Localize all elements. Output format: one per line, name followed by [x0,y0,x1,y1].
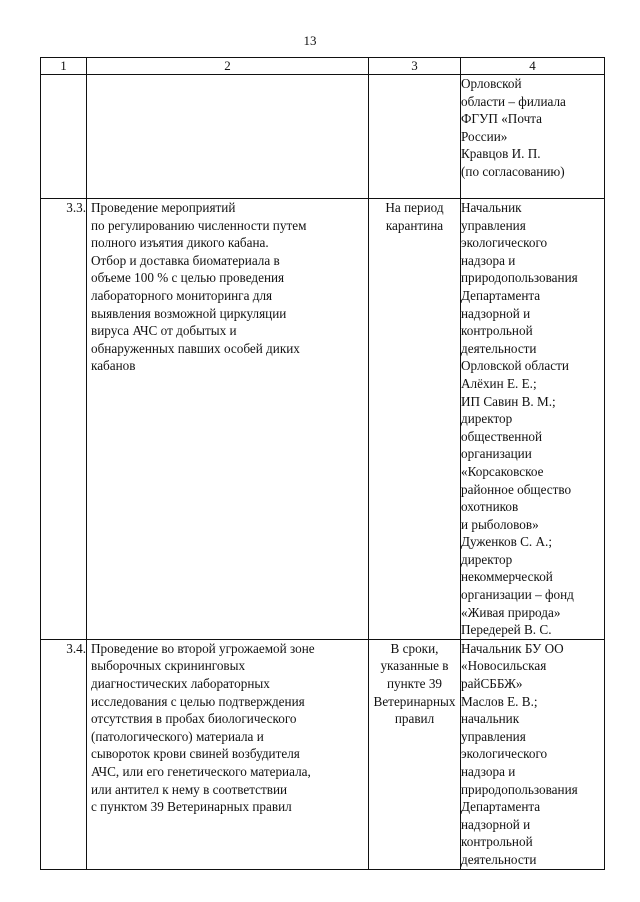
cell-text-line: экологического [461,235,548,251]
cell-text-line: вируса АЧС от добытых и [91,323,237,339]
cell-text-line: полного изъятия дикого кабана. [91,235,269,251]
cell-responsible [461,75,605,199]
cell-text-line: Маслов Е. В.; [461,693,538,709]
cell-text-line: Алёхин Е. Е.; [461,375,537,391]
cell-text-line: Кравцов И. П. [461,146,541,162]
cell-text-line: Передерей В. С. [461,622,552,638]
cell-text-line: районное общество [461,481,572,497]
table-row-3-4 [41,639,605,869]
cell-text-line: деятельности [461,851,537,867]
cell-text-line: по регулированию численности путем [91,217,307,233]
column-header-3: 3 [369,58,461,75]
cell-text-line: диагностических лабораторных [91,676,270,692]
cell-text-line: контрольной [461,834,533,850]
cell-responsible [461,639,605,869]
cell-text-line: Дуженков С. А.; [461,534,552,550]
cell-text-line: правил [394,711,435,727]
cell-text-line: директор [461,551,513,567]
cell-text-line: «Живая природа» [461,604,561,620]
cell-text-line: кабанов [91,358,136,374]
cell-text-line: (по согласованию) [461,163,565,179]
column-header-4: 4 [461,58,605,75]
cell-term [369,75,461,199]
cell-text-line: райСББЖ» [461,676,523,692]
cell-text-line: природопользования [461,781,578,797]
cell-text-line: надзорной и [461,305,531,321]
cell-text-line: «Корсаковское [461,463,544,479]
cell-text-line: ИП Савин В. М.; [461,393,556,409]
cell-text-line: сывороток крови свиней возбудителя [91,746,300,762]
measures-table [40,57,605,870]
column-header-1: 1 [41,58,87,75]
cell-text-line: некоммерческой [461,569,553,585]
cell-text-line: 3.3. [66,200,86,215]
cell-text-line: лабораторного мониторинга для [91,287,273,303]
cell-text-line: начальник [461,711,520,727]
cell-text-line: Орловской [461,76,522,91]
page-number: 13 [303,33,317,48]
cell-text-line: охотников [461,499,519,515]
cell-text-line: выборочных скрининговых [91,658,246,674]
cell-text-line: деятельности [461,340,537,356]
cell-responsible [461,199,605,640]
cell-text-line: надзорной и [461,816,531,832]
cell-text-line: указанные в [380,658,449,674]
cell-num [41,199,87,640]
cell-text-line: управления [461,728,526,744]
cell-text-line: с пунктом 39 Ветеринарных правил [91,799,292,815]
cell-text-line: 3.4. [66,640,86,656]
cell-text-line: надзора и [461,764,516,779]
cell-text-line: «Новосильская [461,658,547,674]
cell-text-line: обнаруженных павших особей диких [91,340,300,356]
cell-text-line: организации – фонд [461,587,574,603]
cell-num [41,75,87,199]
cell-text-line: Ветеринарных [373,693,456,709]
table-header-row [41,58,605,75]
column-header-2: 2 [87,58,369,75]
cell-text-line: Департамента [461,287,541,303]
cell-text-line: Проведение во второй угрожаемой зоне [91,640,315,656]
cell-text-line: Орловской области [461,358,569,374]
cell-text-line: объеме 100 % с целью проведения [91,270,285,286]
cell-text-line: Проведение мероприятий [91,200,236,215]
cell-description [87,75,369,199]
cell-text-line: общественной [461,428,543,444]
cell-text-line: На период [385,200,444,215]
cell-text-line: отсутствия в пробах биологического [91,711,297,727]
cell-text-line: ФГУП «Почта [461,111,542,127]
cell-text-line: Начальник БУ ОО [461,640,564,656]
cell-text-line: контрольной [461,323,533,339]
table-row-continuation [41,75,605,199]
cell-text-line: (патологического) материала и [91,728,264,744]
cell-text-line: директор [461,411,513,427]
cell-text-line: карантина [385,217,444,233]
table-row-3-3 [41,199,605,640]
cell-num [41,639,87,869]
cell-text-line: организации [461,446,532,462]
cell-text-line: области – филиала [461,93,566,109]
cell-term [369,639,461,869]
cell-text-line: пункте 39 [386,676,443,692]
cell-text-line: В сроки, [390,640,439,656]
cell-text-line: управления [461,217,526,233]
cell-text-line: экологического [461,746,548,762]
cell-text-line: надзора и [461,252,516,268]
cell-text-line: выявления возможной циркуляции [91,305,287,321]
cell-text-line: России» [461,128,508,144]
cell-text-line: исследования с целью подтверждения [91,693,305,709]
cell-text-line: Отбор и доставка биоматериала в [91,252,280,268]
cell-term [369,199,461,640]
cell-text-line: или антител к нему в соответствии [91,781,288,797]
cell-text-line: Департамента [461,799,541,815]
cell-text-line: и рыболовов» [461,516,539,532]
cell-text-line: АЧС, или его генетического материала, [91,764,311,779]
cell-description [87,199,369,640]
cell-text-line: Начальник [461,200,522,215]
cell-description [87,639,369,869]
cell-text-line: природопользования [461,270,578,286]
